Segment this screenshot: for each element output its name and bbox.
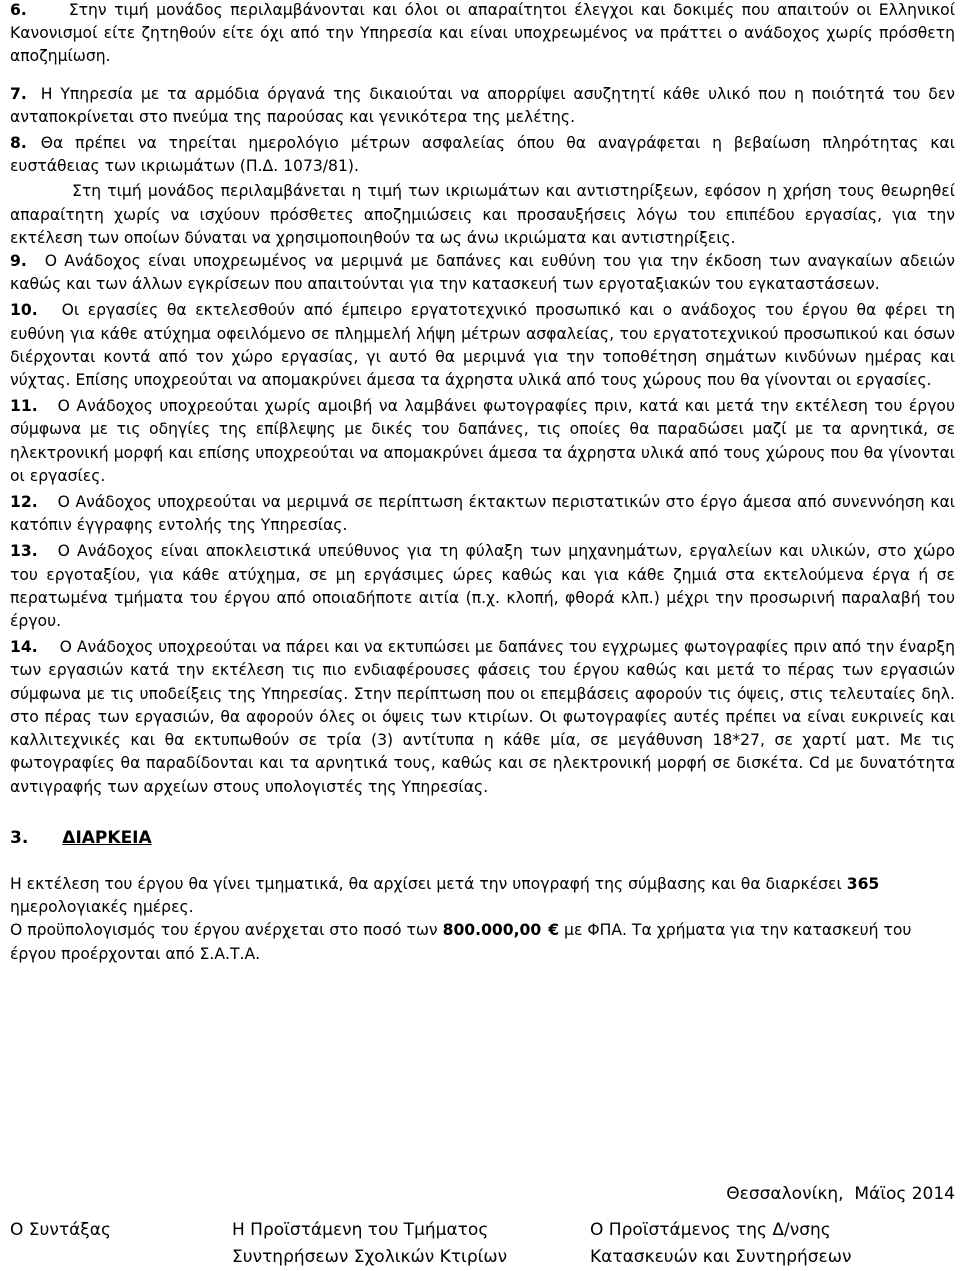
- budget-paragraph: [10, 919, 955, 965]
- signature-title: Ο Προϊστάμενος της Δ/νσης: [590, 1220, 831, 1240]
- list-item: [10, 132, 955, 178]
- item-number: 8.: [10, 134, 27, 153]
- budget-amount: 800.000,00: [442, 921, 542, 940]
- list-item: [10, 0, 955, 69]
- duration-text: Η εκτέλεση του έργου θα γίνει τμηματικά, θα αρχίσει μετά την υπογραφή της σύμβασης και θα διαρκέσει: [10, 874, 842, 893]
- list-item: [10, 491, 955, 537]
- signature-title: Η Προϊστάμενη του Τμήματος: [232, 1220, 489, 1240]
- list-item: [10, 250, 955, 296]
- section-title: ΔΙΑΡΚΕΙΑ: [62, 827, 152, 848]
- item-text: Ο Ανάδοχος υποχρεούται χωρίς αμοιβή να λαμβάνει φωτογραφίες πριν, κατά και μετά την εκτέλεση του έργου σύμφωνα με τις οδηγίες της επίβλεψης με δικές του δαπάνες, τις οποίες θα παραδώσει μαζί με τα αρνητικά, σε ηλεκτρονική μορφή και επίσης υποχρεούται να απομακρύνει άμεσα τα άχρηστα υλικά από τους χώρους που θα γίνονται οι εργασίες.: [10, 397, 955, 485]
- item-number: 7.: [10, 84, 27, 103]
- item-number: 9.: [10, 252, 27, 271]
- item-text: Ο Ανάδοχος είναι υποχρεωμένος να μεριμνά με δαπάνες και ευθύνη του για την έκδοση των αναγκαίων αδειών καθώς και των άλλων εγκρίσεων που απαιτούνται για την κατασκευή των εργοταξιακών του εγκαταστάσεων.: [10, 252, 955, 294]
- item-text: Ο Ανάδοχος είναι αποκλειστικά υπεύθυνος για τη φύλαξη των μηχανημάτων, εργαλείων και υλικών, στο χώρο του εργοταξίου, για κάθε ατύχημα, σε μη εργάσιμες ώρες καθώς και για κάθε ζημιά στα εκτελούμενα έργα ή σε περατωμένα τμήματα του έργου από οποιαδήποτε αιτία (π.χ. κλοπή, φθορά κλπ.) μέχρι την προσωρινή παραλαβή του έργου.: [10, 542, 955, 631]
- duration-text-end: ημερολογιακές ημέρες.: [10, 898, 194, 917]
- duration-days: 365: [846, 874, 880, 893]
- item-number: 6.: [10, 1, 27, 19]
- list-item: [10, 395, 955, 488]
- item-text: Θα πρέπει να τηρείται ημερολόγιο μέτρων ασφαλείας όπου θα αναγράφεται η βεβαίωση πληρότητας και ευστάθειας των ικριωμάτων (Π.Δ. 1073/81).: [10, 134, 955, 176]
- list-item: [10, 540, 955, 633]
- signature-block-head-directorate: [590, 1217, 851, 1271]
- item-text: Στη τιμή μονάδος περιλαμβάνεται η τιμή των ικριωμάτων και αντιστηρίξεων, εφόσον η χρήση τους θεωρηθεί απαραίτητη χωρίς να ισχύουν πρόσθετες αποζημιώσεις και προσαυξήσεις λόγω του επιπέδου εργασίας, για την εκτέλεση των οποίων δύναται να χρησιμοποιηθούν τα ως άνω ικριώματα και αντιστηρίξεις.: [10, 182, 955, 247]
- item-number: 13.: [10, 542, 38, 561]
- item-number: 14.: [10, 638, 38, 657]
- item-text: Ο Ανάδοχος υποχρεούται να πάρει και να εκτυπώσει με δαπάνες του εγχρωμες φωτογραφίες πριν από την έναρξη των εργασιών κατά την εκτέλεση τις πιο ενδιαφέρουσες φάσεις του έργου καθώς και μετά το πέρας των εργασιών σύμφωνα με τις υποδείξεις της Υπηρεσίας. Στην περίπτωση που οι επεμβάσεις αφορούν τις όψεις, στις τελευταίες δηλ. στο πέρας των εργασιών, θα αφορούν όλες οι όψεις των κτιρίων. Οι φωτογραφίες αυτές πρέπει να είναι ευκρινείς και καλλιτεχνικές και θα εκτυπωθούν σε τρία (3) αντίτυπα η κάθε μία, σε μεγάθυνση 18*27, σε χαρτί ματ. Με τις φωτογραφίες θα παραδίδονται και τα αρνητικά τους, καθώς και σε ηλεκτρονική μορφή σε δισκέτα. Cd με δυνατότητα αντιγραφής των αρχείων στους υπολογιστές της Υπηρεσίας.: [10, 638, 955, 796]
- item-number: 10.: [10, 301, 38, 320]
- item-text: Στην τιμή μονάδος περιλαμβάνονται και όλοι οι απαραίτητοι έλεγχοι και δοκιμές που απαιτούν οι Ελληνικοί Κανονισμοί είτε ζητηθούν είτε όχι από την Υπηρεσία και είναι υποχρεωμένος να πράττει ο ανάδοχος χωρίς πρόσθετη αποζημίωση.: [10, 1, 955, 66]
- budget-text-end: με ΦΠΑ. Τα χρήματα για την κατασκευή του έργου προέρχονται από Σ.Α.Τ.Α.: [10, 921, 912, 963]
- duration-paragraph: [10, 873, 955, 919]
- section-heading: [10, 827, 955, 850]
- place-date: Θεσσαλονίκη, Μάϊος 2014: [726, 1184, 955, 1204]
- item-text: Η Υπηρεσία με τα αρμόδια όργανά της δικαιούται να απορρίψει ασυζητητί κάθε υλικό που η ποιότητά του δεν ανταποκρίνεται στο πνεύμα της παρούσας και γενικότερα της μελέτης.: [10, 84, 955, 126]
- document-page: [10, 0, 955, 966]
- list-item: [10, 180, 955, 250]
- signature-block-author: [10, 1217, 111, 1244]
- item-text: Ο Ανάδοχος υποχρεούται να μεριμνά σε περίπτωση έκτακτων περιστατικών στο έργο άμεσα από συνεννόηση και κατόπιν έγγραφης εντολής της Υπηρεσίας.: [10, 493, 955, 535]
- list-item: [10, 299, 955, 392]
- section-number: 3.: [10, 827, 29, 848]
- item-number: 12.: [10, 493, 38, 512]
- signature-block-head-department: [232, 1217, 507, 1271]
- signature-title: Ο Συντάξας: [10, 1220, 111, 1240]
- euro-icon: €: [548, 921, 560, 940]
- signature-subtitle: Συντηρήσεων Σχολικών Κτιρίων: [232, 1247, 508, 1267]
- item-number: 11.: [10, 397, 38, 416]
- list-item: [10, 636, 955, 798]
- signature-subtitle: Κατασκευών και Συντηρήσεων: [590, 1247, 852, 1267]
- list-item: [10, 83, 955, 129]
- item-text: Οι εργασίες θα εκτελεσθούν από έμπειρο εργατοτεχνικό προσωπικό και ο ανάδοχος του έργου θα φέρει τη ευθύνη για κάθε ατύχημα οφειλόμενο σε πλημμελή λήψη μέτρων ασφαλείας, του εργατοτεχνικού προσωπικού και όσων διέρχονται κοντά από τον χώρο εργασίας, γι αυτό θα μεριμνά για την τοποθέτηση σημάτων κινδύνων ημέρας και νύχτας. Επίσης υποχρεούται να απομακρύνει άμεσα τα άχρηστα υλικά από τους χώρους που θα γίνονται οι εργασίες.: [10, 301, 955, 390]
- budget-text: Ο προϋπολογισμός του έργου ανέρχεται στο ποσό των: [10, 921, 438, 940]
